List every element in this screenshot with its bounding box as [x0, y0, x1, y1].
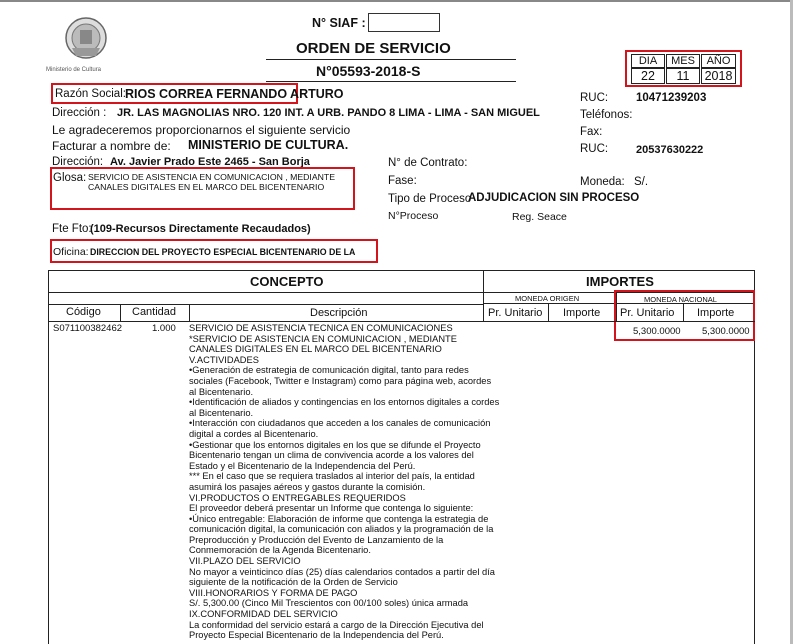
description-line: •Interacción con ciudadanos que acceden a los canales de comunicación — [189, 418, 491, 429]
description-line: Proyecto Especial Bicentenario de la Independencia del Perú. — [189, 630, 444, 641]
billing-direccion-label: Dirección: — [52, 156, 104, 168]
col-cantidad: Cantidad — [132, 306, 177, 318]
ministry-logo — [50, 12, 122, 68]
moneda-nacional-header: MONEDA NACIONAL — [644, 295, 717, 304]
year-value: 2018 — [701, 68, 736, 84]
glosa-line-2: CANALES DIGITALES EN EL MARCO DEL BICENTENARIO — [88, 182, 325, 192]
table-divider — [483, 270, 484, 322]
table-vline-2 — [189, 304, 190, 321]
billing-direccion-value: Av. Javier Prado Este 2465 - San Borja — [110, 156, 310, 168]
description-line: siguiente de la notificación de la Orden de Servicio — [189, 577, 398, 588]
direccion-value: JR. LAS MAGNOLIAS NRO. 120 INT. A URB. PANDO 8 LIMA - LIMA - SAN MIGUEL — [117, 107, 540, 119]
row-codigo: S071100382462 — [53, 323, 123, 334]
glosa-label: Glosa: — [53, 172, 87, 184]
description-line: SERVICIO DE ASISTENCIA TECNICA EN COMUNICACIONES — [189, 323, 453, 333]
telefonos-label: Teléfonos: — [580, 109, 633, 121]
contrato-label: N° de Contrato: — [388, 157, 468, 169]
description-line: sociales (Facebook, Twitter e Instagram) como para página web, acordes — [189, 375, 492, 386]
seal-icon — [50, 12, 122, 68]
moneda-value: S/. — [634, 176, 649, 188]
description-line: comunicación digital, la comunicación con aliados y la programación de la — [189, 524, 494, 535]
facturar-label: Facturar a nombre de: — [52, 139, 171, 153]
day-value: 22 — [631, 68, 665, 84]
logo-caption: Ministerio de Cultura — [46, 67, 102, 73]
description-line: No mayor a veinticinco días (25) días calendarios contados a partir del día — [189, 566, 495, 577]
description-line: digital a cordes al Bicentenario. — [189, 428, 319, 439]
glosa-line-1: SERVICIO DE ASISTENCIA EN COMUNICACION , MEDIANTE — [88, 172, 335, 182]
description-line: El proveedor deberá presentar un Informe que contenga lo siguiente: — [189, 503, 474, 514]
col-importe-nacional: Importe — [697, 307, 735, 319]
month-label: MES — [666, 54, 700, 68]
razon-social-label: Razón Social: — [55, 88, 126, 100]
nproceso-label: N°Proceso — [388, 210, 439, 222]
moneda-label: Moneda: — [580, 176, 625, 188]
description-line: •Generación de estrategia de comunicación digital, tanto para redes — [189, 365, 469, 376]
siaf-field[interactable] — [368, 13, 440, 32]
table-vline-1 — [120, 304, 121, 321]
tipo-proceso-value: ADJUDICACION SIN PROCESO — [468, 192, 640, 204]
oficina-label: Oficina: — [53, 246, 89, 258]
row-cantidad: 1.000 — [152, 323, 176, 334]
month-value: 11 — [666, 68, 700, 84]
col-pr-unitario-origen: Pr. Unitario — [488, 307, 543, 319]
description-line: VIII.HONORARIOS Y FORMA DE PAGO — [189, 587, 358, 598]
table-vline-4 — [683, 304, 684, 321]
description-line: •Gestionar que los entornos digitales en los que se difunde el Proyecto — [189, 439, 481, 450]
description-line: *** En el caso que se requiera traslados al interior del país, la entidad — [189, 471, 475, 482]
fax-label: Fax: — [580, 126, 603, 138]
fte-value: (109-Recursos Directamente Recaudados) — [90, 223, 311, 235]
request-text: Le agradeceremos proporcionarnos el siguiente servicio — [52, 123, 351, 137]
description-line: S/. 5,300.00 (Cinco Mil Trescientos con 00/100 soles) única armada — [189, 598, 469, 609]
oficina-value: DIRECCION DEL PROYECTO ESPECIAL BICENTENARIO DE LA — [90, 247, 356, 257]
table-vline-3 — [548, 304, 549, 321]
title-underline — [266, 59, 516, 60]
day-label: DIA — [631, 54, 665, 68]
description-line: asumirá los pasajes aéreos y gastos durante la comisión. — [189, 481, 426, 492]
description-line: Preproducción y Producción del Evento de Lanzamiento de la — [189, 534, 444, 545]
table-hline-3 — [48, 304, 484, 305]
description-line: Conmemoración de la Agenda Bicentenario. — [189, 545, 371, 556]
number-underline — [266, 81, 516, 82]
row-description — [189, 323, 500, 641]
ruc-label: RUC: — [580, 92, 609, 104]
description-line: La conformidad del servicio estará a cargo de la Dirección Ejecutiva del — [189, 619, 484, 630]
page-top-border — [0, 0, 793, 2]
ruc-value: 10471239203 — [636, 92, 707, 104]
billing-ruc-label: RUC: — [580, 143, 609, 155]
description-line: Estado y el Bicentenario de la Independencia del Perú. — [189, 460, 416, 471]
col-pr-unitario-nacional: Pr. Unitario — [620, 307, 675, 319]
row-pr-unitario: 5,300.0000 — [633, 326, 681, 337]
description-line: VII.PLAZO DEL SERVICIO — [189, 556, 301, 567]
col-codigo: Código — [66, 306, 101, 318]
description-line: Bicentenario tengan un clima de convivencia acorde a los valores del — [189, 450, 474, 461]
description-line: IX.CONFORMIDAD DEL SERVICIO — [189, 609, 338, 620]
description-line: *SERVICIO DE ASISTENCIA EN COMUNICACION , MEDIANTE — [189, 333, 457, 344]
description-line: •Identificación de aliados y contingencias en los entornos digitales a cordes — [189, 397, 500, 408]
description-line: al Bicentenario. — [189, 407, 254, 418]
col-descripcion: Descripción — [310, 307, 368, 319]
facturar-value: MINISTERIO DE CULTURA. — [188, 138, 349, 152]
tipo-proceso-label: Tipo de Proceso — [388, 193, 472, 205]
description-line: V.ACTIVIDADES — [189, 354, 259, 365]
direccion-label: Dirección : — [52, 107, 107, 119]
fte-label: Fte Fto: — [52, 223, 92, 235]
seace-label: Reg. Seace — [512, 211, 567, 223]
description-line: VI.PRODUCTOS O ENTREGABLES REQUERIDOS — [189, 492, 406, 503]
year-label: AÑO — [701, 54, 736, 68]
concepto-header: CONCEPTO — [250, 274, 324, 289]
billing-ruc-value: 20537630222 — [636, 144, 704, 156]
order-number: N°05593-2018-S — [316, 63, 421, 79]
description-line: CANALES DIGITALES EN EL MARCO DEL BICENTENARIO — [189, 344, 442, 355]
page-title: ORDEN DE SERVICIO — [296, 40, 451, 57]
row-importe: 5,300.0000 — [702, 326, 750, 337]
col-importe-origen: Importe — [563, 307, 601, 319]
description-line: al Bicentenario. — [189, 386, 254, 397]
moneda-origen-header: MONEDA ORIGEN — [515, 294, 580, 303]
importes-header: IMPORTES — [586, 274, 654, 289]
table-hline-4 — [48, 321, 755, 322]
description-line: •Único entregable: Elaboración de informe que contenga la estrategia de — [189, 513, 489, 524]
siaf-label: N° SIAF : — [312, 16, 366, 30]
fase-label: Fase: — [388, 175, 417, 187]
razon-social-value: RIOS CORREA FERNANDO ARTURO — [125, 87, 344, 101]
